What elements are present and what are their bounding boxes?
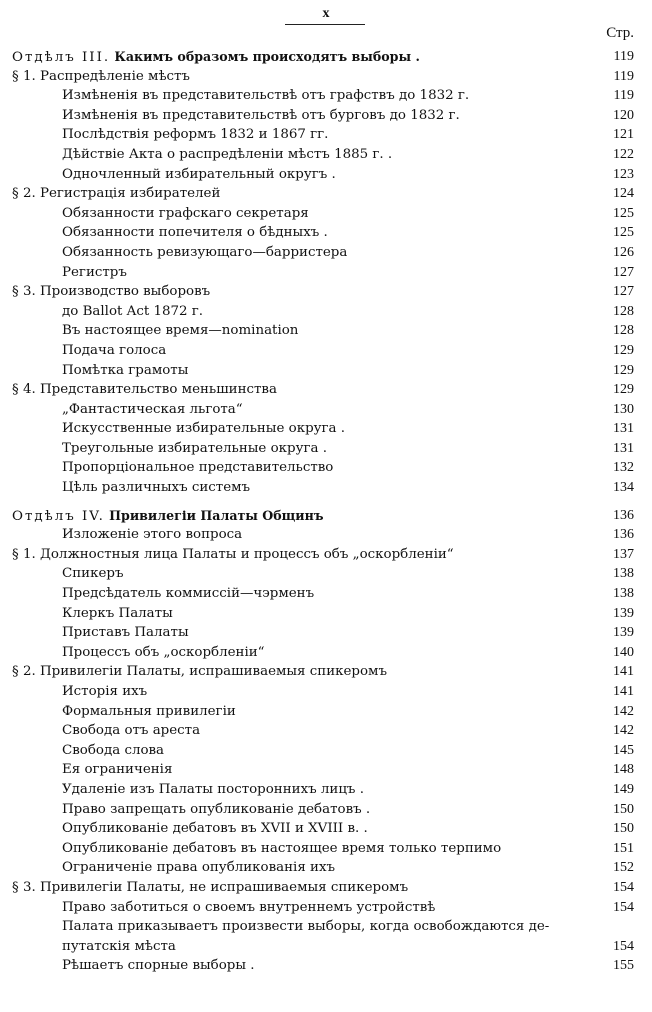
entry-page-number: 124 bbox=[613, 186, 634, 202]
toc-paragraph-entry bbox=[0, 380, 652, 400]
table-of-contents bbox=[0, 47, 652, 976]
section-name: Привилегіи Палаты Общинъ bbox=[109, 507, 324, 523]
toc-subentry bbox=[0, 760, 652, 780]
entry-page-number: 154 bbox=[613, 899, 634, 915]
toc-subentry bbox=[0, 721, 652, 741]
toc-subentry bbox=[0, 564, 652, 584]
entry-page-number: 155 bbox=[613, 958, 634, 974]
section-title bbox=[12, 47, 598, 68]
toc-subentry bbox=[0, 898, 652, 918]
entry-page-number: 139 bbox=[613, 605, 634, 621]
toc-subentry bbox=[0, 643, 652, 663]
entry-page-number: 119 bbox=[613, 88, 634, 104]
entry-page-number: 151 bbox=[613, 840, 634, 856]
toc-subentry bbox=[0, 86, 652, 106]
entry-title: Ограниченіе права опубликованія ихъ bbox=[62, 860, 336, 876]
entry-page-number: 136 bbox=[613, 507, 634, 523]
section-label: Отдѣлъ III. bbox=[12, 50, 111, 65]
toc-subentry bbox=[0, 302, 652, 322]
entry-page-number: 121 bbox=[613, 127, 634, 143]
entry-title: § 3. Привилегіи Палаты, не испрашиваемыя спикеромъ bbox=[12, 879, 409, 895]
entry-page-number: 154 bbox=[613, 879, 634, 895]
entry-page-number: 128 bbox=[613, 323, 634, 339]
entry-page-number: 145 bbox=[613, 742, 634, 758]
toc-paragraph-entry bbox=[0, 662, 652, 682]
entry-page-number: 132 bbox=[613, 460, 634, 476]
entry-title: Треугольные избирательные округа . bbox=[62, 440, 328, 456]
entry-title: Дѣйствіе Акта о распредѣленіи мѣстъ 1885 г. . bbox=[62, 146, 393, 162]
entry-title: Приставъ Палаты bbox=[62, 625, 189, 641]
toc-subentry bbox=[0, 917, 652, 937]
entry-title: Обязанности графскаго секретаря bbox=[62, 205, 309, 221]
toc-subentry bbox=[0, 223, 652, 243]
toc-subentry bbox=[0, 682, 652, 702]
toc-subentry bbox=[0, 604, 652, 624]
entry-page-number: 138 bbox=[613, 586, 634, 602]
entry-title: Палата приказываетъ произвести выборы, когда освобождаются де- bbox=[62, 919, 550, 935]
entry-title: Формальныя привилегіи bbox=[62, 703, 236, 719]
entry-page-number: 129 bbox=[613, 362, 634, 378]
entry-title: Измѣненія въ представительствѣ отъ графствъ до 1832 г. bbox=[62, 88, 470, 104]
entry-page-number: 150 bbox=[613, 801, 634, 817]
toc-subentry bbox=[0, 780, 652, 800]
entry-page-number: 150 bbox=[613, 821, 634, 837]
entry-page-number: 129 bbox=[613, 342, 634, 358]
entry-page-number: 136 bbox=[613, 527, 634, 543]
header-rule bbox=[285, 24, 365, 25]
entry-page-number: 142 bbox=[613, 703, 634, 719]
entry-page-number: 119 bbox=[613, 68, 634, 84]
entry-title: Право запрещать опубликованіе дебатовъ . bbox=[62, 801, 371, 817]
toc-subentry bbox=[0, 321, 652, 341]
entry-title: Послѣдствія реформъ 1832 и 1867 гг. bbox=[62, 127, 329, 143]
entry-page-number: 125 bbox=[613, 225, 634, 241]
entry-page-number: 149 bbox=[613, 781, 634, 797]
entry-page-number: 134 bbox=[613, 480, 634, 496]
toc-subentry bbox=[0, 584, 652, 604]
entry-title: § 2. Привилегіи Палаты, испрашиваемыя спикеромъ bbox=[12, 664, 387, 680]
entry-title: Цѣль различныхъ системъ bbox=[62, 480, 251, 496]
toc-subentry bbox=[0, 106, 652, 126]
entry-title: Свобода отъ ареста bbox=[62, 723, 201, 739]
entry-page-number: 138 bbox=[613, 566, 634, 582]
toc-subentry bbox=[0, 341, 652, 361]
toc-paragraph-entry bbox=[0, 184, 652, 204]
entry-page-number: 125 bbox=[613, 205, 634, 221]
entry-title: Клеркъ Палаты bbox=[62, 605, 173, 621]
section-title bbox=[12, 506, 598, 527]
entry-title: до Ballot Act 1872 г. bbox=[62, 303, 204, 319]
toc-subentry bbox=[0, 243, 652, 263]
entry-page-number: 154 bbox=[613, 938, 634, 954]
section-name: Какимъ образомъ происходятъ выборы . bbox=[114, 49, 420, 64]
toc-subentry bbox=[0, 478, 652, 498]
entry-page-number: 131 bbox=[613, 440, 634, 456]
entry-page-number: 141 bbox=[613, 684, 634, 699]
entry-title: Искусственные избирательные округа . bbox=[62, 421, 346, 437]
toc-section-heading bbox=[0, 47, 652, 67]
entry-page-number: 123 bbox=[613, 166, 634, 182]
entry-page-number: 127 bbox=[613, 284, 634, 300]
toc-subentry bbox=[0, 819, 652, 839]
toc-subentry bbox=[0, 858, 652, 878]
entry-page-number: 137 bbox=[613, 546, 634, 562]
toc-subentry bbox=[0, 125, 652, 145]
entry-title: путатскія мѣста bbox=[62, 938, 176, 954]
entry-title: Одночленный избирательный округъ . bbox=[62, 166, 336, 182]
entry-page-number: 152 bbox=[613, 860, 634, 876]
entry-title: Измѣненія въ представительствѣ отъ бурговъ до 1832 г. bbox=[62, 107, 460, 123]
section-label: Отдѣлъ IV. bbox=[12, 508, 105, 524]
entry-page-number: 131 bbox=[613, 421, 634, 437]
entry-page-number: 128 bbox=[613, 303, 634, 319]
entry-page-number: 139 bbox=[613, 625, 634, 641]
entry-title: Рѣшаетъ спорные выборы . bbox=[62, 958, 255, 974]
entry-page-number: 122 bbox=[613, 146, 634, 162]
toc-subentry bbox=[0, 800, 652, 820]
toc-paragraph-entry bbox=[0, 878, 652, 898]
toc-subentry bbox=[0, 839, 652, 859]
entry-title: § 1. Должностныя лица Палаты и процессъ объ „оскорбленіи“ bbox=[12, 546, 454, 562]
toc-subentry bbox=[0, 263, 652, 283]
page-column-label: Стр. bbox=[606, 25, 634, 41]
entry-title: § 1. Распредѣленіе мѣстъ bbox=[12, 68, 190, 84]
toc-subentry bbox=[0, 419, 652, 439]
toc-subentry bbox=[0, 361, 652, 381]
entry-title: Подача голоса bbox=[62, 342, 167, 358]
entry-title: Въ настоящее время—nomination bbox=[62, 323, 299, 339]
toc-section-heading bbox=[0, 506, 652, 526]
entry-page-number: 141 bbox=[613, 664, 634, 680]
toc-subentry bbox=[0, 741, 652, 761]
toc-paragraph-entry bbox=[0, 545, 652, 565]
toc-subentry bbox=[0, 439, 652, 459]
entry-title: Изложеніе этого вопроса bbox=[62, 527, 243, 543]
entry-title: Помѣтка грамоты bbox=[62, 362, 189, 378]
toc-subentry bbox=[0, 145, 652, 165]
entry-title: Процессъ объ „оскорбленіи“ bbox=[62, 644, 265, 660]
entry-title: Ея ограниченія bbox=[62, 762, 173, 778]
entry-title: Свобода слова bbox=[62, 742, 165, 758]
toc-subentry bbox=[0, 702, 652, 722]
entry-title: Регистръ bbox=[62, 264, 127, 280]
entry-title: Пропорціональное представительство bbox=[62, 460, 334, 476]
toc-subentry bbox=[0, 400, 652, 420]
entry-page-number: 142 bbox=[613, 723, 634, 739]
toc-subentry bbox=[0, 937, 652, 957]
entry-page-number: 120 bbox=[613, 107, 634, 123]
entry-page-number: 129 bbox=[613, 382, 634, 398]
toc-subentry bbox=[0, 458, 652, 478]
toc-subentry bbox=[0, 165, 652, 185]
toc-paragraph-entry bbox=[0, 67, 652, 87]
entry-title: Спикеръ bbox=[62, 566, 124, 582]
toc-subentry bbox=[0, 623, 652, 643]
entry-title: Опубликованіе дебатовъ въ XVII и XVIII в. . bbox=[62, 821, 368, 837]
entry-title: Право заботиться о своемъ внутреннемъ устройствѣ bbox=[62, 899, 436, 915]
entry-page-number: 130 bbox=[613, 401, 634, 417]
entry-page-number: 119 bbox=[613, 49, 634, 64]
entry-title: § 3. Производство выборовъ bbox=[12, 284, 211, 300]
entry-title: Исторія ихъ bbox=[62, 684, 148, 699]
entry-page-number: 140 bbox=[613, 644, 634, 660]
toc-subentry bbox=[0, 204, 652, 224]
entry-title: § 4. Представительство меньшинства bbox=[12, 382, 277, 398]
toc-subentry bbox=[0, 525, 652, 545]
entry-title: Обязанность ревизующаго—барристера bbox=[62, 244, 348, 260]
entry-title: Предсѣдатель коммиссій—чэрменъ bbox=[62, 586, 315, 602]
entry-title: „Фантастическая льгота“ bbox=[62, 401, 243, 417]
entry-page-number: 126 bbox=[613, 244, 634, 260]
toc-subentry bbox=[0, 956, 652, 976]
entry-title: Опубликованіе дебатовъ въ настоящее время только терпимо bbox=[62, 840, 502, 856]
page-number-header: x bbox=[322, 6, 330, 21]
entry-title: Обязанности попечителя о бѣдныхъ . bbox=[62, 225, 328, 241]
toc-paragraph-entry bbox=[0, 282, 652, 302]
entry-page-number: 127 bbox=[613, 264, 634, 280]
entry-page-number: 148 bbox=[613, 762, 634, 778]
entry-title: § 2. Регистрація избирателей bbox=[12, 186, 221, 202]
entry-title: Удаленіе изъ Палаты постороннихъ лицъ . bbox=[62, 781, 364, 797]
section-gap bbox=[0, 498, 652, 506]
